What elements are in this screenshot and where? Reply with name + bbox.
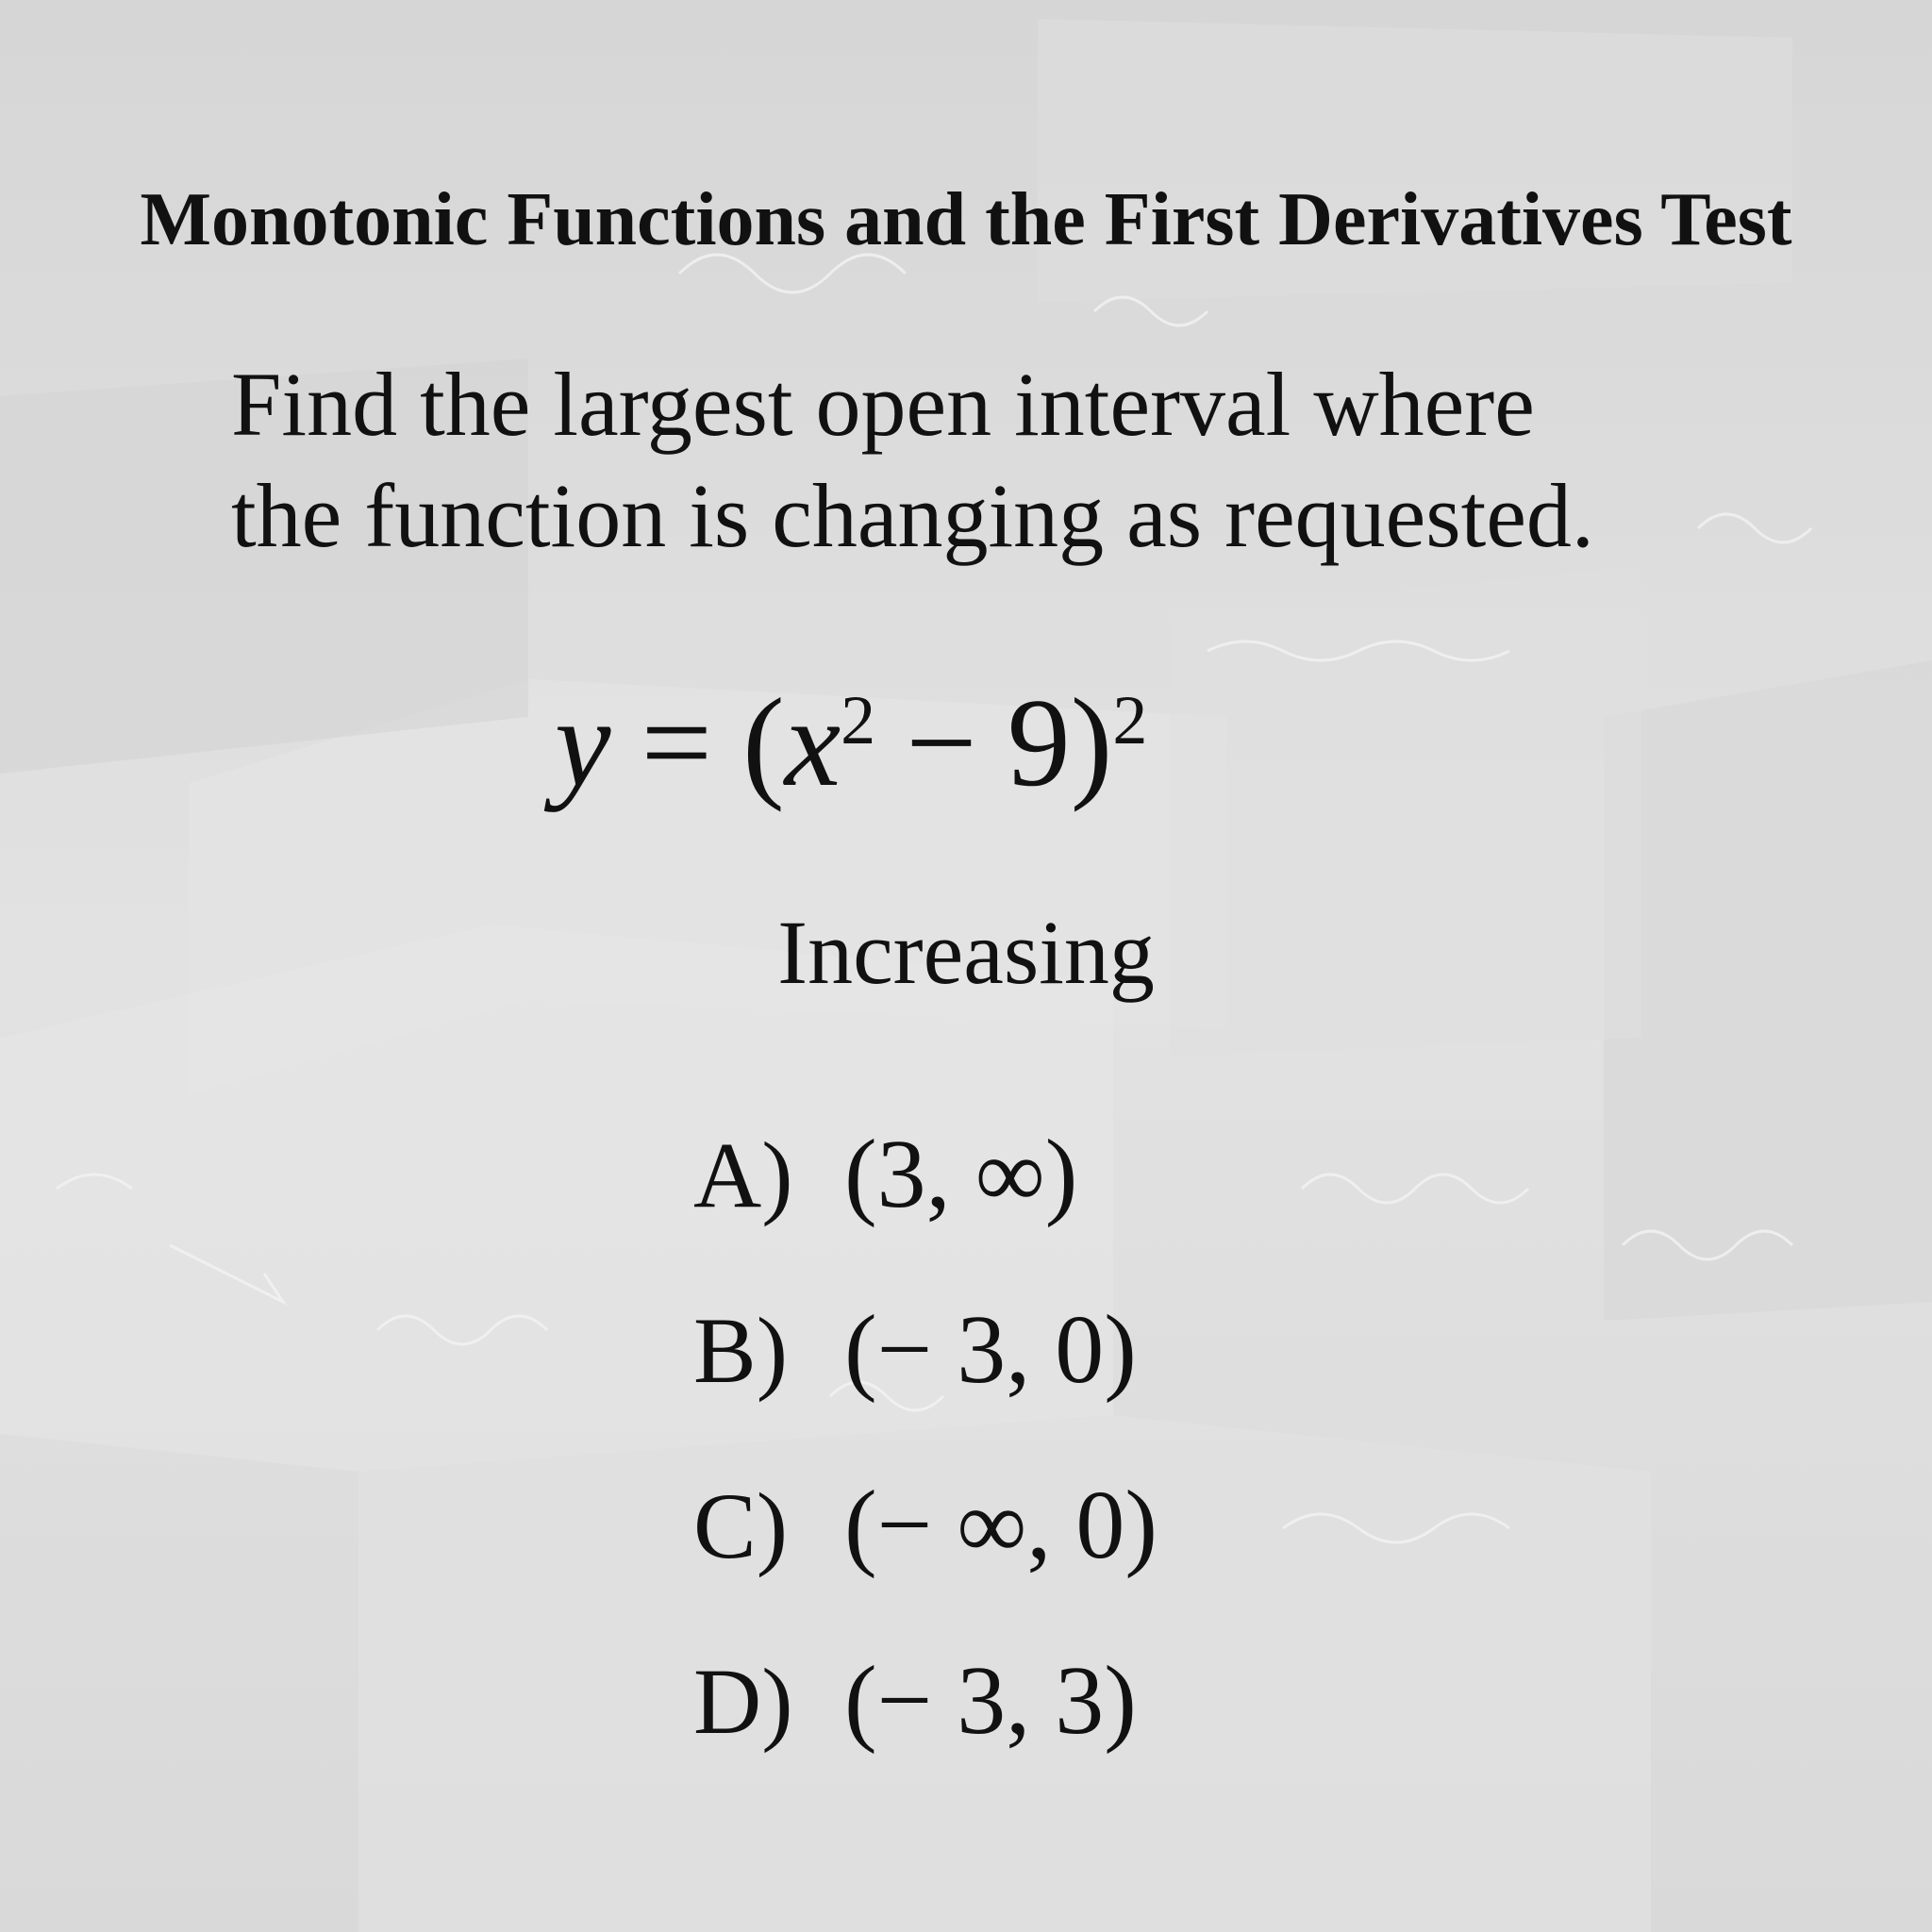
choice-c[interactable] [693, 1464, 1158, 1640]
choice-interval: (3, ∞) [844, 1120, 1078, 1228]
choice-interval: (− ∞, 0) [844, 1471, 1158, 1579]
choice-letter: A) [693, 1123, 793, 1227]
equation-equals: = [641, 673, 713, 812]
equation-minus: − [906, 673, 977, 812]
equation-lhs: y [555, 673, 611, 812]
equation-outer-exponent: 2 [1112, 682, 1148, 759]
choice-interval: (− 3, 3) [844, 1646, 1137, 1755]
function-equation [555, 672, 1147, 813]
choice-interval: (− 3, 0) [844, 1295, 1137, 1404]
choice-d[interactable] [693, 1640, 1158, 1815]
choice-letter: D) [693, 1649, 793, 1754]
equation-close-paren: ) [1070, 673, 1113, 812]
choice-b[interactable] [693, 1289, 1158, 1464]
choice-letter: B) [693, 1298, 788, 1403]
page-title: Monotonic Functions and the First Derivatives Test [140, 178, 1792, 261]
equation-inner-exponent: 2 [841, 682, 876, 759]
choice-a[interactable] [693, 1113, 1158, 1289]
equation-open-paren: ( [742, 673, 785, 812]
choice-letter: C) [693, 1474, 788, 1578]
equation-constant: 9 [1007, 673, 1071, 812]
question-prompt [231, 349, 1594, 572]
prompt-line-2: the function is changing as requested. [231, 465, 1594, 566]
answer-choices [693, 1113, 1158, 1815]
prompt-line-1: Find the largest open interval where [231, 354, 1535, 455]
equation-variable: x [784, 673, 841, 812]
direction-label: Increasing [777, 902, 1155, 1003]
